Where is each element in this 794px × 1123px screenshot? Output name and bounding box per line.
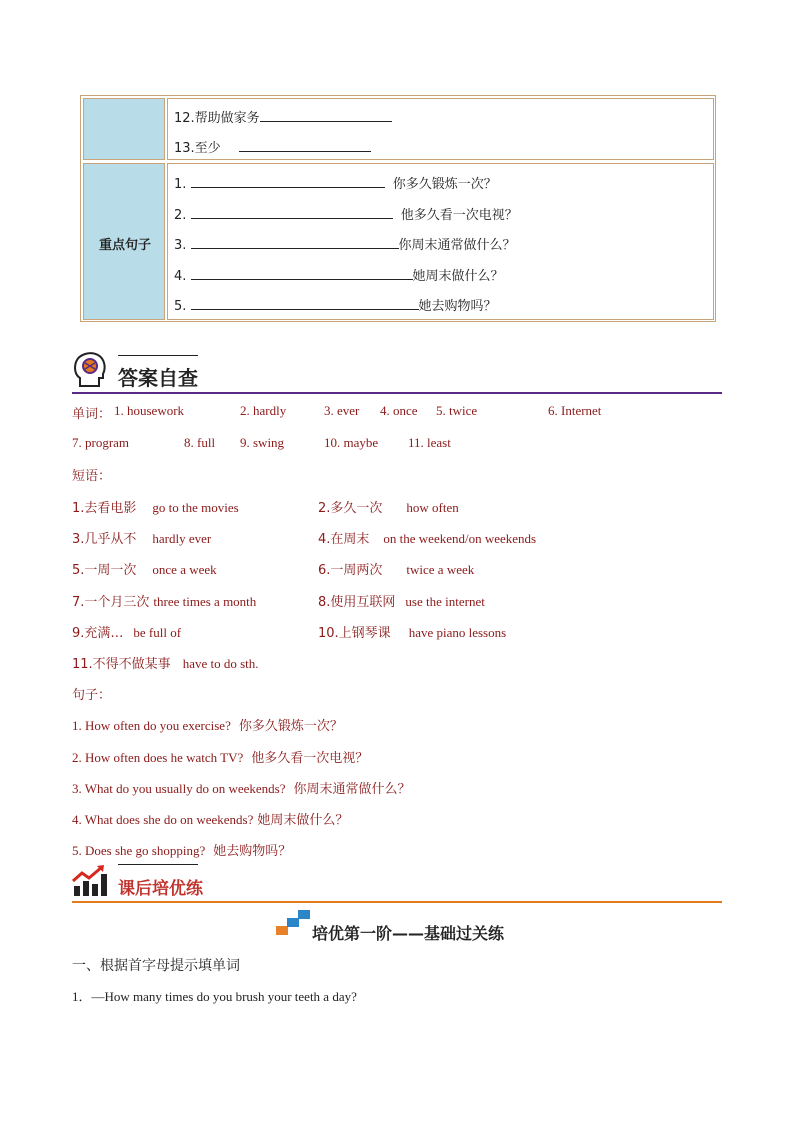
phrase-en: use the internet bbox=[405, 594, 485, 609]
answer-blank bbox=[191, 267, 413, 280]
answer-blank bbox=[191, 206, 393, 219]
sentence-answer bbox=[72, 840, 291, 859]
word-item: 2. hardly bbox=[240, 403, 287, 418]
word-item: 10. maybe bbox=[324, 435, 379, 450]
word-item: 8. full bbox=[184, 435, 216, 450]
words-label: 单词： bbox=[72, 407, 112, 422]
phrase-cn: 6.一周两次 bbox=[318, 563, 383, 578]
phrase-item bbox=[72, 591, 256, 610]
phrase-item bbox=[72, 559, 217, 578]
answers-divider bbox=[72, 392, 722, 394]
table-left-cell-bottom bbox=[83, 163, 165, 320]
word-item: 6. Internet bbox=[548, 403, 602, 418]
phrase-item bbox=[318, 528, 536, 547]
phrase-en: have to do sth. bbox=[182, 656, 259, 671]
sentence-row bbox=[174, 204, 518, 223]
sentence-answer bbox=[72, 809, 348, 828]
phrase-cn: 5.一周一次 bbox=[72, 563, 137, 578]
head-icon bbox=[72, 350, 108, 390]
phrase-en: twice a week bbox=[406, 562, 475, 577]
phrase-cn: 10.上钢琴课 bbox=[318, 626, 391, 641]
phrase-item bbox=[318, 559, 474, 578]
phrase-en: be full of bbox=[133, 625, 182, 640]
sentence-cn: 她周末做什么？ bbox=[257, 813, 349, 828]
sentences-label: 句子： bbox=[72, 688, 112, 703]
exercise-section-title: 一、根据首字母提示填单词 bbox=[72, 958, 240, 974]
sentence-en: 5. Does she go shopping? bbox=[72, 843, 206, 858]
phrase-cn: 4.在周末 bbox=[318, 532, 370, 547]
sentence-row bbox=[174, 234, 516, 253]
phrase-row-13 bbox=[174, 137, 371, 156]
vocab-table bbox=[80, 95, 716, 322]
answer-blank bbox=[191, 236, 399, 249]
sentence-cn: 你多久锻炼一次？ bbox=[238, 719, 343, 734]
table-right-cell-bottom bbox=[167, 163, 714, 320]
phrase-row-13-label: 13.至少 bbox=[174, 141, 221, 156]
chart-growth-icon bbox=[72, 864, 108, 898]
answers-title: 答案自查 bbox=[118, 366, 198, 390]
sentence-number: 5. bbox=[174, 299, 187, 314]
practice-title: 课后培优练 bbox=[118, 879, 203, 899]
phrase-cn: 2.多久一次 bbox=[318, 501, 383, 516]
practice-divider bbox=[72, 901, 722, 903]
sentence-chinese: 你多久锻炼一次？ bbox=[392, 177, 497, 192]
word-item: 1. housework bbox=[114, 403, 185, 418]
word-item: 4. once bbox=[380, 403, 418, 418]
phrase-row-12-label: 12.帮助做家务 bbox=[174, 111, 260, 126]
sentence-chinese: 你周末通常做什么？ bbox=[398, 238, 516, 253]
sentence-chinese: 她去购物吗？ bbox=[418, 299, 497, 314]
phrase-cn: 11.不得不做某事 bbox=[72, 657, 171, 672]
phrase-en: three times a month bbox=[153, 594, 257, 609]
phrase-item bbox=[72, 497, 239, 516]
question-1: 1．—How many times do you brush your teeth a day? bbox=[72, 989, 357, 1004]
word-item: 9. swing bbox=[240, 435, 285, 450]
key-sentences-label: 重点句子 bbox=[98, 238, 151, 253]
phrase-cn: 1.去看电影 bbox=[72, 501, 137, 516]
phrases-label: 短语： bbox=[72, 469, 112, 484]
title-overline bbox=[118, 355, 198, 356]
phrase-en: how often bbox=[406, 500, 459, 515]
phrase-cn: 9.充满… bbox=[72, 626, 124, 641]
stage-title: 培优第一阶——基础过关练 bbox=[312, 924, 505, 943]
words-row-1 bbox=[72, 403, 111, 422]
phrase-row-12 bbox=[174, 107, 392, 126]
sentence-chinese: 他多久看一次电视？ bbox=[400, 208, 518, 223]
answer-blank bbox=[239, 139, 371, 152]
sentence-row bbox=[174, 295, 497, 314]
phrase-item bbox=[318, 497, 459, 516]
sentence-number: 2. bbox=[174, 208, 187, 223]
phrase-en: once a week bbox=[152, 562, 217, 577]
sentence-en: 3. What do you usually do on weekends? bbox=[72, 781, 286, 796]
sentence-answer bbox=[72, 747, 368, 766]
sentence-cn: 他多久看一次电视？ bbox=[251, 751, 369, 766]
sentence-number: 3. bbox=[174, 238, 187, 253]
phrase-cn: 7.一个月三次 bbox=[72, 595, 150, 610]
phrase-item bbox=[72, 528, 211, 547]
sentence-row bbox=[174, 173, 497, 192]
stairs-icon bbox=[276, 910, 310, 936]
sentence-chinese: 她周末做什么？ bbox=[412, 269, 504, 284]
word-item: 7. program bbox=[72, 435, 130, 450]
phrase-item bbox=[72, 653, 259, 672]
sentence-number: 4. bbox=[174, 269, 187, 284]
answer-blank bbox=[191, 175, 385, 188]
sentence-en: 4. What does she do on weekends? bbox=[72, 812, 254, 827]
phrase-item bbox=[318, 622, 506, 641]
answer-blank bbox=[191, 297, 419, 310]
phrase-en: go to the movies bbox=[152, 500, 239, 515]
phrase-cn: 3.几乎从不 bbox=[72, 532, 137, 547]
answer-blank bbox=[260, 109, 392, 122]
table-right-cell-top bbox=[167, 98, 714, 160]
phrase-item bbox=[318, 591, 485, 610]
sentence-en: 2. How often does he watch TV? bbox=[72, 750, 244, 765]
word-item: 5. twice bbox=[436, 403, 478, 418]
sentence-answer bbox=[72, 715, 343, 734]
phrase-cn: 8.使用互联网 bbox=[318, 595, 396, 610]
table-left-cell-top bbox=[83, 98, 165, 160]
sentence-row bbox=[174, 265, 504, 284]
phrase-en: on the weekend/on weekends bbox=[383, 531, 537, 546]
phrase-en: hardly ever bbox=[152, 531, 212, 546]
sentence-answer bbox=[72, 778, 411, 797]
word-item: 3. ever bbox=[324, 403, 360, 418]
word-item: 11. least bbox=[408, 435, 451, 450]
sentence-cn: 你周末通常做什么？ bbox=[293, 782, 411, 797]
phrase-en: have piano lessons bbox=[408, 625, 507, 640]
phrase-item bbox=[72, 622, 181, 641]
title-overline bbox=[118, 864, 198, 865]
sentence-en: 1. How often do you exercise? bbox=[72, 718, 231, 733]
sentence-cn: 她去购物吗？ bbox=[213, 844, 292, 859]
sentence-number: 1. bbox=[174, 177, 187, 192]
